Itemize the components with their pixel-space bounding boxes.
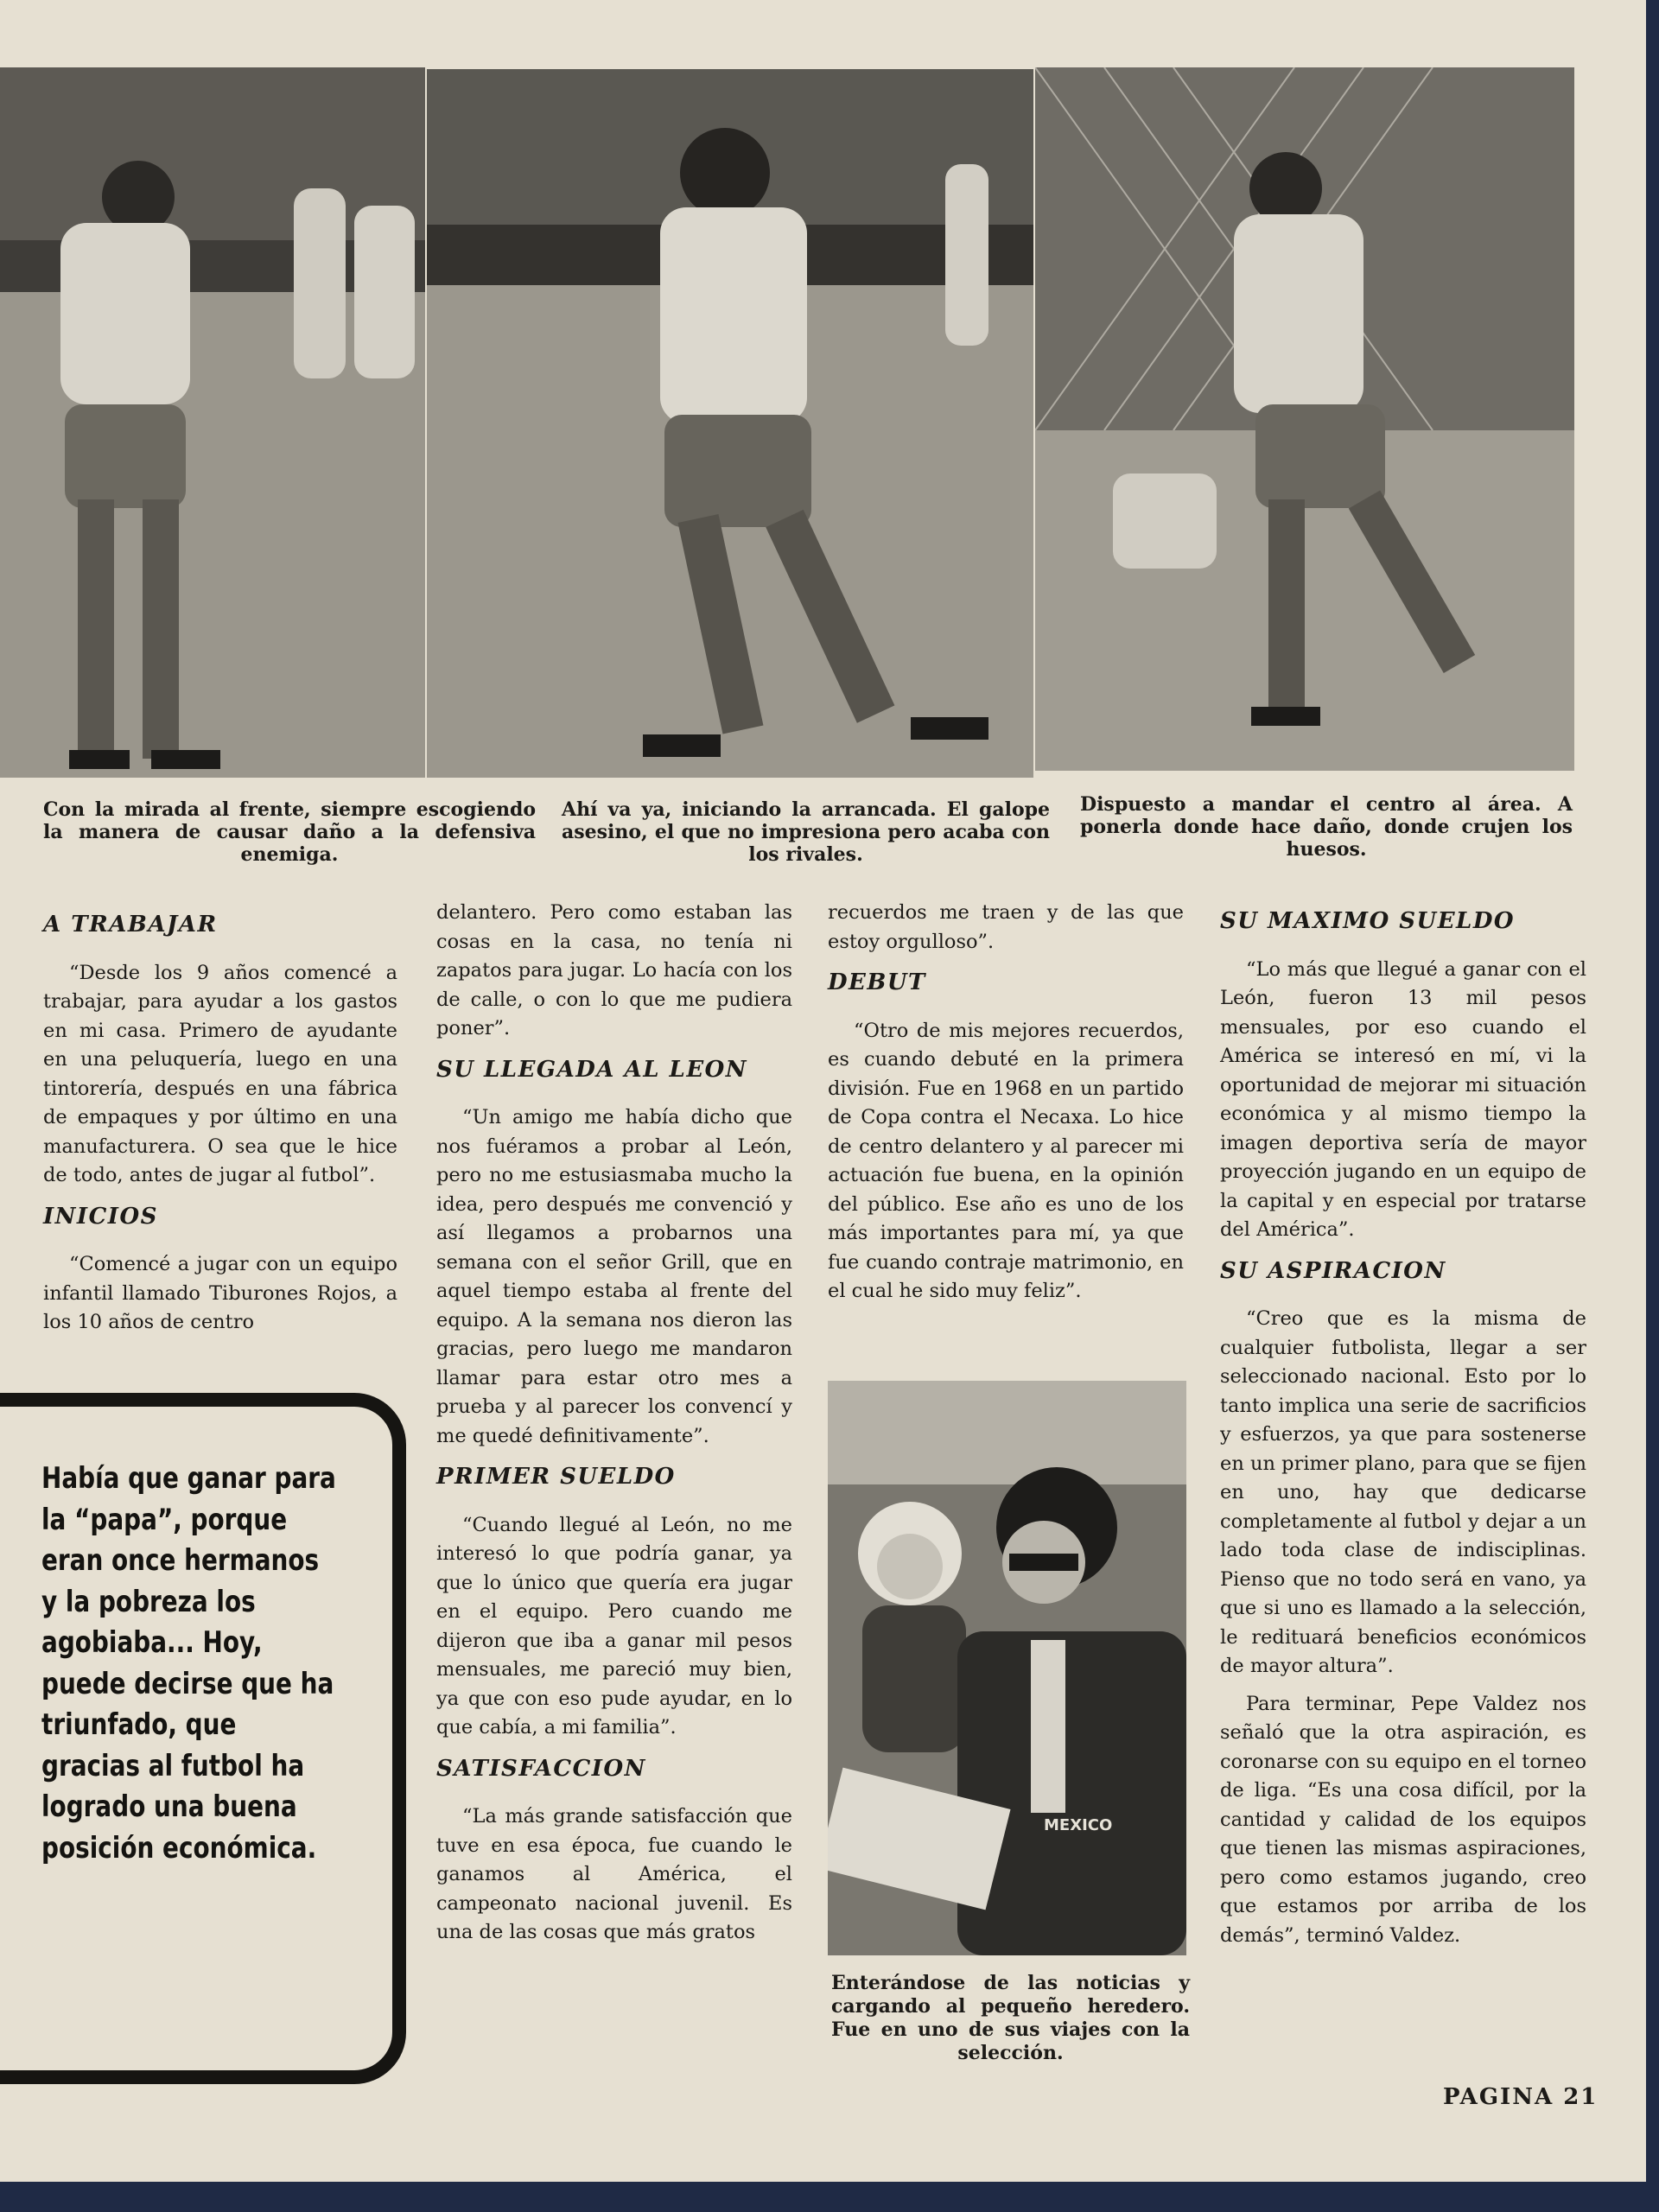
section-text-inicios-cont: delantero. Pero como estaban las cosas en la casa, no tenía ni zapatos para jugar. Lo hacía con los de calle, o con lo que me pudiera poner”.: [436, 901, 792, 1039]
photo-player-with-child: [828, 1381, 1186, 1955]
section-heading-maximo-sueldo: SU MAXIMO SUELDO: [1220, 908, 1516, 934]
section-heading-primer-sueldo: PRIMER SUELDO: [436, 1464, 676, 1490]
section-text-inicios: “Comencé a jugar con un equipo infantil llamado Tiburones Rojos, a los 10 años de centro: [43, 1253, 397, 1333]
article-column-3: [828, 899, 1184, 1315]
article-column-1: [43, 899, 397, 1346]
photo-caption-3: Dispuesto a mandar el centro al área. A ponerla donde hace daño, donde crujen los huesos.: [1080, 793, 1573, 861]
section-text-satisfaccion: “La más grande satisfacción que tuve en esa época, fue cuando le ganamos al América, el campeonato nacional juvenil. Es una de las cosas que más gratos: [436, 1805, 792, 1943]
section-text-aspiracion: “Creo que es la misma de cualquier futbolista, llegar a ser seleccionado nacional. Esto por lo tanto implica una serie de sacrificios y esfuerzos, ya que para sostenerse en un primer plano, para que se fijen en uno, hay que dedicarse completamente al futbol y dejar a un lado toda clase de indisciplinas. Pienso que no todo será en vano, ya que si uno es llamado a la selección, le redituará beneficios económicos de mayor altura”.: [1220, 1307, 1586, 1677]
section-text-closing: Para terminar, Pepe Valdez nos señaló que la otra aspiración, es coronarse con su equipo en el torneo de liga. “Es una cosa difícil, por la cantidad y calidad de los equipos que tienen las mismas aspiraciones, pero como estamos jugando, creo que estamos por arriba de los demás”, terminó Valdez.: [1220, 1692, 1586, 1947]
section-heading-aspiracion: SU ASPIRACION: [1220, 1257, 1446, 1284]
section-text-maximo-sueldo: “Lo más que llegué a ganar con el León, fueron 13 mil pesos mensuales, por eso cuando el América se interesó en mí, vi la oportunidad de mejorar mi situación económica y al mismo tiempo la imagen deportiva sería de mayor proyección jugando en un equipo de la capital y en especial por tratarse del América”.: [1220, 957, 1586, 1241]
section-heading-llegada-leon: SU LLEGADA AL LEON: [436, 1056, 748, 1083]
photo-player-kicking: [1035, 67, 1574, 771]
pull-quote-text: Había que ganar para la “papa”, porque eran once hermanos y la pobreza los agobiaba... Hoy, puede decirse que ha triunfado, que gracias al futbol ha logrado una buena posición económica.: [41, 1461, 336, 1866]
section-text-a-trabajar: “Desde los 9 años comencé a trabajar, para ayudar a los gastos en mi casa. Primero de ayudante en una peluquería, luego en una tintorería, después en una fábrica de empaques y por último en una manufacturera. O sea que le hice de todo, antes de jugar al futbol”.: [43, 961, 397, 1186]
photo-caption-2: Ahí va ya, iniciando la arrancada. El galope asesino, el que no impresiona pero acaba con los rivales.: [562, 798, 1050, 866]
section-heading-satisfaccion: SATISFACCION: [436, 1755, 646, 1782]
article-column-4: [1220, 895, 1586, 1959]
photo-player-running: [427, 69, 1033, 778]
section-heading-debut: DEBUT: [828, 969, 926, 995]
photo-caption-1: Con la mirada al frente, siempre escogiendo la manera de causar daño a la defensiva enemiga.: [43, 798, 536, 866]
section-text-debut: “Otro de mis mejores recuerdos, es cuando debuté en la primera división. Fue en 1968 en un partido de Copa contra el Necaxa. Lo hice de centro delantero y al parecer mi actuación fue buena, en la opinión del público. Ese año es uno de los más importantes para mí, ya que fue cuando contraje matrimonio, en el cual he sido muy feliz”.: [828, 1019, 1184, 1302]
article-column-2: [436, 899, 792, 1956]
section-text-primer-sueldo: “Cuando llegué al León, no me interesó lo que podría ganar, ya que lo único que quería era jugar en el equipo. Pero cuando me dijeron que iba a ganar mil pesos mensuales, me pareció muy bien, ya que con eso pude ayudar, en lo que cabía, a mi familia”.: [436, 1513, 792, 1738]
section-heading-a-trabajar: A TRABAJAR: [43, 912, 218, 938]
jacket-text: MEXICO: [1044, 1816, 1113, 1834]
page-number: PAGINA 21: [1443, 2084, 1599, 2110]
section-text-satisfaccion-cont: recuerdos me traen y de las que estoy orgulloso”.: [828, 901, 1184, 953]
photo-player-walking: [0, 67, 425, 778]
pull-quote-box: [0, 1393, 406, 2084]
section-heading-inicios: INICIOS: [43, 1203, 158, 1230]
section-text-llegada-leon: “Un amigo me había dicho que nos fuéramos a probar al León, pero no me estusiasmaba mucho la idea, pero después me convenció y así llegamos a probarnos una semana con el señor Grill, que en aquel tiempo estaba al frente del equipo. A la semana nos dieron las gracias, pero luego me mandaron llamar para estar otro mes a prueba y al parecer los convencí y me quedé definitivamente”.: [436, 1106, 792, 1447]
photo-caption-4: Enterándose de las noticias y cargando al pequeño heredero. Fue en uno de sus viajes con la selección.: [831, 1972, 1190, 2064]
